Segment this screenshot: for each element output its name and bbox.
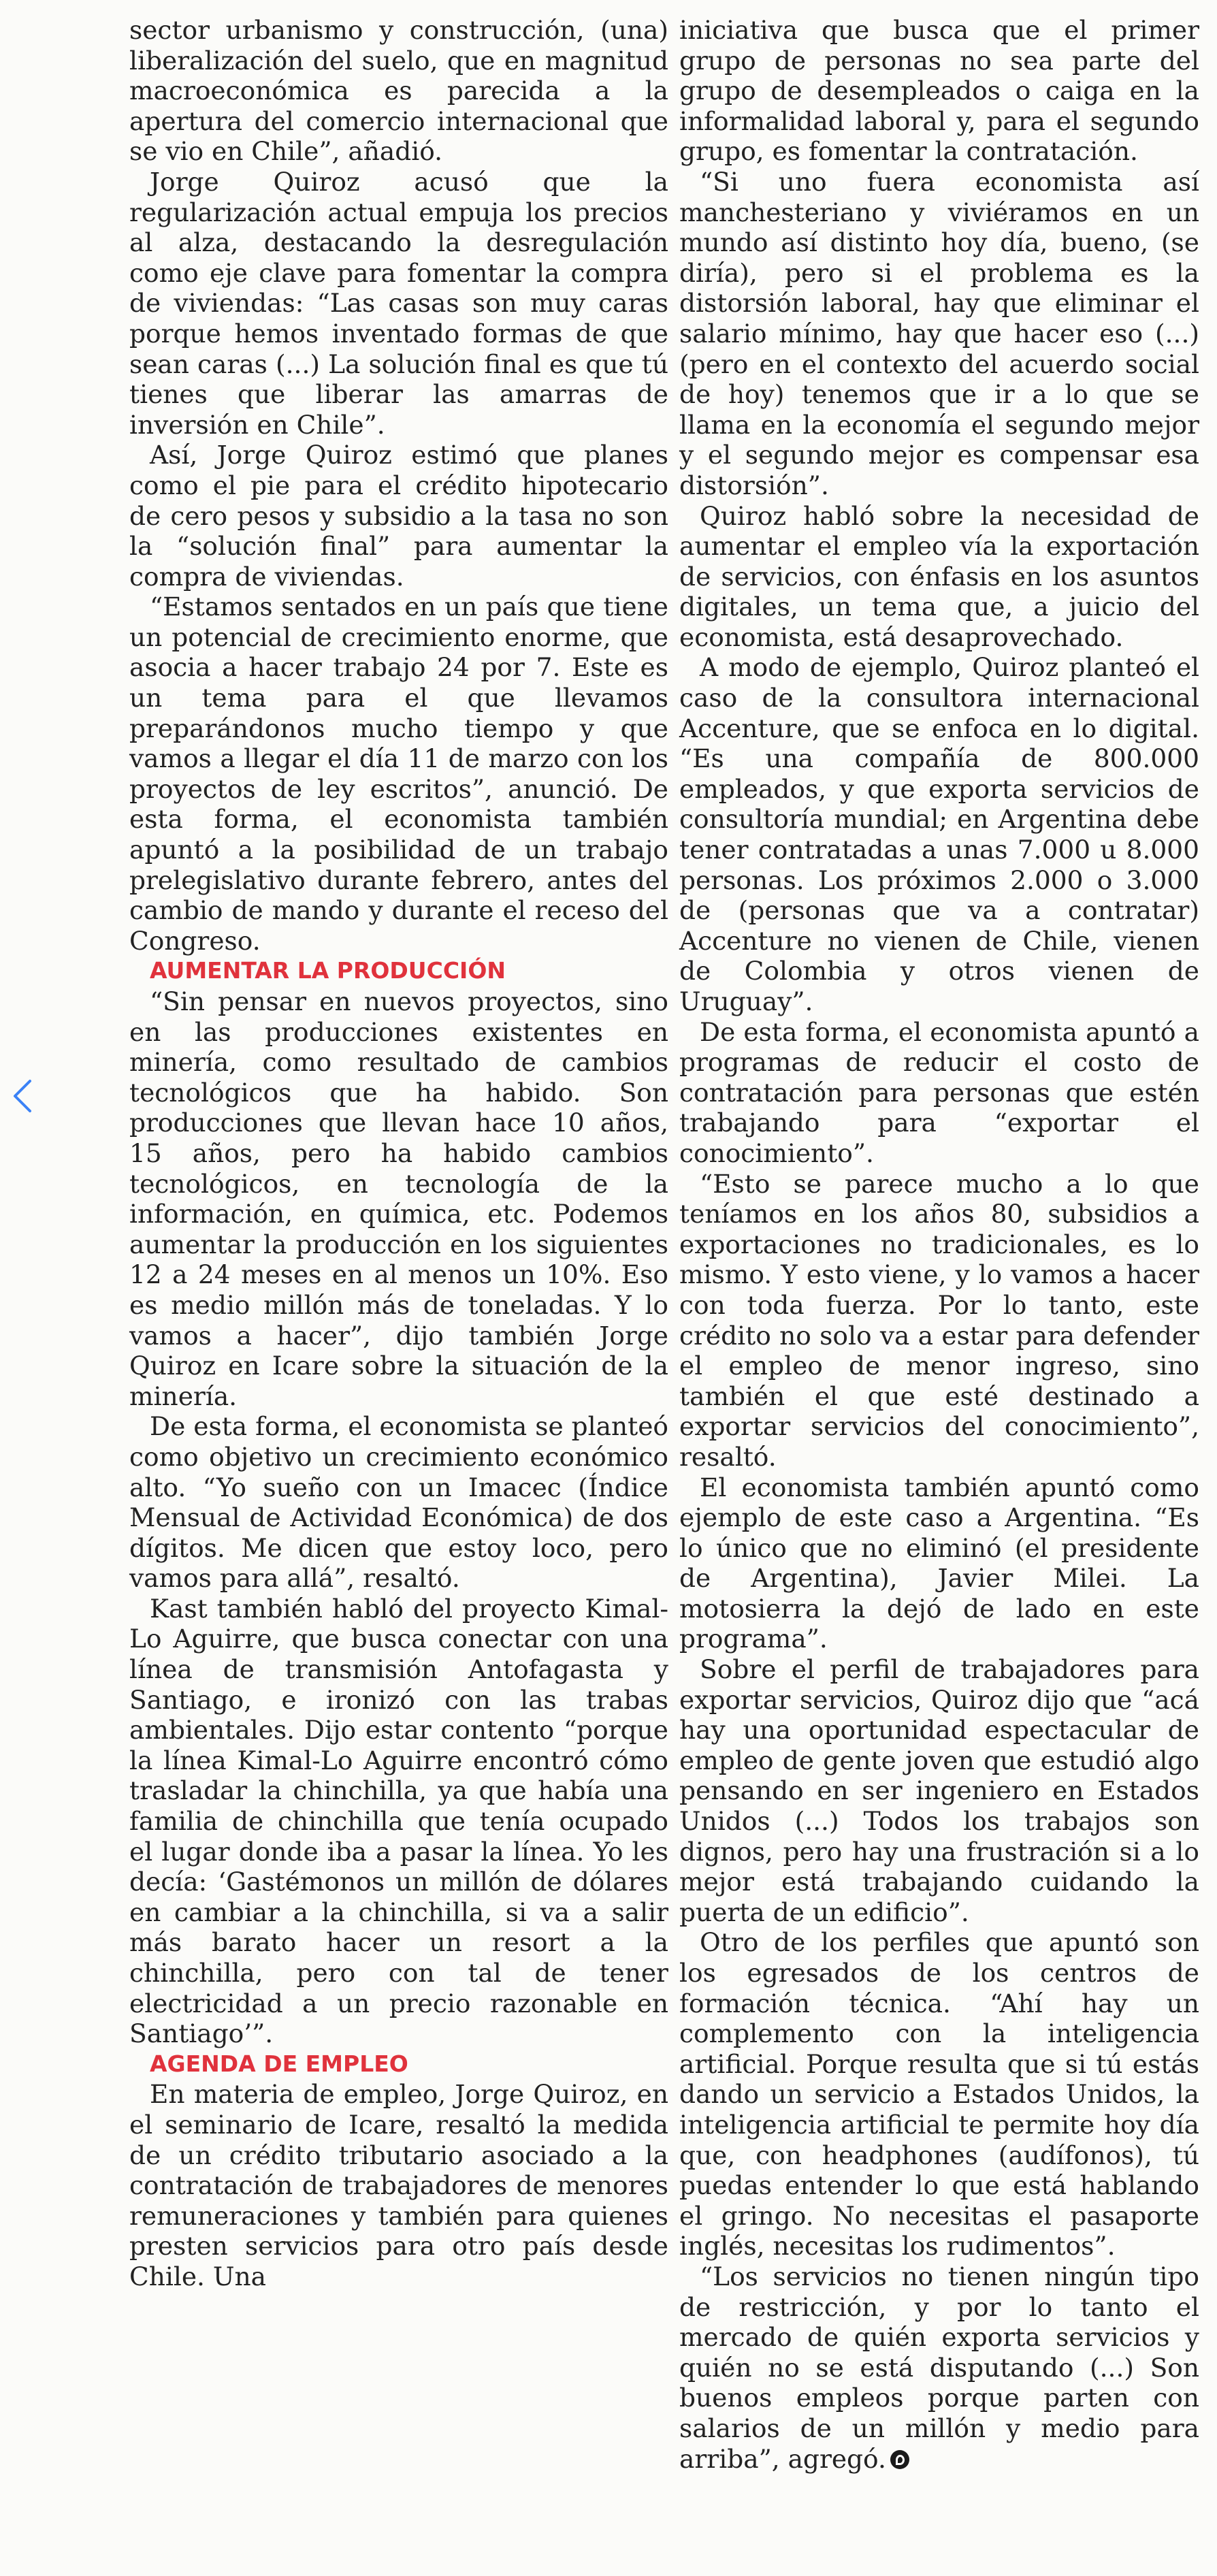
article-right-column (679, 15, 1199, 2474)
paragraph: “Esto se parece mucho a lo que teníamos en los años 80, subsidios a exportaciones no tradicionales, es lo mismo. Y esto viene, y lo vamos a hacer con toda fuerza. Por lo tanto, este crédito no solo va a estar para defender el empleo de menor ingreso, sino también el que esté destinado a exportar servicios del conocimiento”, resaltó. (679, 1168, 1199, 1472)
paragraph-text: “Los servicios no tienen ningún tipo de restricción, y por lo tanto el mercado de quién exporta servicios y quién no se está disputando (...) Son buenos empleos porque parten con salarios de un millón y medio para arriba”, agregó. (679, 2261, 1199, 2474)
paragraph: iniciativa que busca que el primer grupo de personas no sea parte del grupo de desempleados o caiga en la informalidad laboral y, para el segundo grupo, es fomentar la contratación. (679, 15, 1199, 167)
paragraph: A modo de ejemplo, Quiroz planteó el caso de la consultora internacional Accenture, que se enfoca en lo digital. “Es una compañía de 800.000 empleados, y que exporta servicios de consultoría mundial; en Argentina debe tener contratadas a unas 7.000 u 8.000 personas. Los próximos 2.000 o 3.000 de (personas que va a contratar) Accenture no vienen de Chile, vienen de Colombia y otros vienen de Uruguay”. (679, 652, 1199, 1016)
paragraph: De esta forma, el economista apuntó a programas de reducir el costo de contratación para personas que estén trabajando para “exportar el conocimiento”. (679, 1016, 1199, 1168)
paragraph: Quiroz habló sobre la necesidad de aumentar el empleo vía la exportación de servicios, con énfasis en los asuntos digitales, un tema que, a juicio del economista, está desaprovechado. (679, 500, 1199, 652)
paragraph: De esta forma, el economista se planteó como objetivo un crecimiento económico alto. “Yo sueño con un Imacec (Índice Mensual de Actividad Económica) de dos dígitos. Me dicen que estoy loco, pero vamos para allá”, resaltó. (129, 1411, 668, 1594)
paragraph: Kast también habló del proyecto Kimal-Lo Aguirre, que busca conectar con una línea de transmisión Antofagasta y Santiago, e ironizó con las trabas ambientales. Dijo estar contento “porque la línea Kimal-Lo Aguirre encontró cómo trasladar la chinchilla, ya que había una familia de chinchilla que tenía ocupado el lugar donde iba a pasar la línea. Yo les decía: ‘Gastémonos un millón de dólares en cambiar a la chinchilla, si va a salir más barato hacer un resort a la chinchilla, pero con tal de tener electricidad a un precio razonable en Santiago’”. (129, 1593, 668, 2049)
paragraph: En materia de empleo, Jorge Quiroz, en el seminario de Icare, resaltó la medida de un crédito tributario asociado a la contratación de trabajadores de menores remuneraciones y también para quienes presten servicios para otro país desde Chile. Una (129, 2079, 668, 2291)
paragraph: Así, Jorge Quiroz estimó que planes como el pie para el crédito hipotecario de cero pesos y subsidio a la tasa no son la “solución final” para aumentar la compra de viviendas. (129, 440, 668, 592)
paragraph-final (679, 2261, 1199, 2474)
paragraph: “Sin pensar en nuevos proyectos, sino en las producciones existentes en minería, como resultado de cambios tecnológicos que ha habido. Son producciones que llevan hace 10 años, 15 años, pero ha habido cambios tecnológicos, en tecnología de la información, en química, etc. Podemos aumentar la producción en los siguientes 12 a 24 meses en al menos un 10%. Eso es medio millón más de toneladas. Y lo vamos a hacer”, dijo también Jorge Quiroz en Icare sobre la situación de la minería. (129, 986, 668, 1411)
paragraph: Jorge Quiroz acusó que la regularización actual empuja los precios al alza, destacando la desregulación como eje clave para fomentar la compra de viviendas: “Las casas son muy caras porque hemos inventado formas de que sean caras (...) La solución final es que tú tienes que liberar las amarras de inversión en Chile”. (129, 166, 668, 440)
paragraph: sector urbanismo y construcción, (una) liberalización del suelo, que en magnitud macroeconómica es parecida a la apertura del comercio internacional que se vio en Chile”, añadió. (129, 15, 668, 167)
paragraph: Sobre el perfil de trabajadores para exportar servicios, Quiroz dijo que “acá hay una oportunidad espectacular de empleo de gente joven que estudió algo pensando en ser ingeniero en Estados Unidos (...) Todos los trabajos son dignos, pero hay una frustración si a lo mejor está trabajando cuidando la puerta de un edificio”. (679, 1654, 1199, 1927)
chevron-left-icon[interactable] (10, 1076, 37, 1116)
paragraph: “Estamos sentados en un país que tiene un potencial de crecimiento enorme, que asocia a hacer trabajo 24 por 7. Este es un tema para el que llevamos preparándonos mucho tiempo y que vamos a llegar el día 11 de marzo con los proyectos de ley escritos”, anunció. De esta forma, el economista también apuntó a la posibilidad de un trabajo prelegislativo durante febrero, antes del cambio de mando y durante el receso del Congreso. (129, 592, 668, 956)
end-of-article-icon (890, 2450, 909, 2469)
paragraph: El economista también apuntó como ejemplo de este caso a Argentina. “Es lo único que no eliminó (el presidente de Argentina), Javier Milei. La motosierra la dejó de lado en este programa”. (679, 1472, 1199, 1654)
paragraph: “Si uno fuera economista así manchesteriano y viviéramos en un mundo así distinto hoy día, bueno, (se diría), pero si el problema es la distorsión laboral, hay que eliminar el salario mínimo, hay que hacer eso (...) (pero en el contexto del acuerdo social de hoy) tenemos que ir a lo que se llama en la economía el segundo mejor y el segundo mejor es compensar esa distorsión”. (679, 166, 1199, 500)
section-heading: AUMENTAR LA PRODUCCIÓN (150, 957, 506, 984)
paragraph: Otro de los perfiles que apuntó son los egresados de los centros de formación técnica. “Ahí hay un complemento con la inteligencia artificial. Porque resulta que si tú estás dando un servicio a Estados Unidos, la inteligencia artificial te permite hoy día que, con headphones (audífonos), tú puedas entender lo que está hablando el gringo. No necesitas el pasaporte inglés, necesitas los rudimentos”. (679, 1927, 1199, 2261)
article-left-column (129, 15, 668, 2292)
section-heading: AGENDA DE EMPLEO (150, 2050, 408, 2077)
